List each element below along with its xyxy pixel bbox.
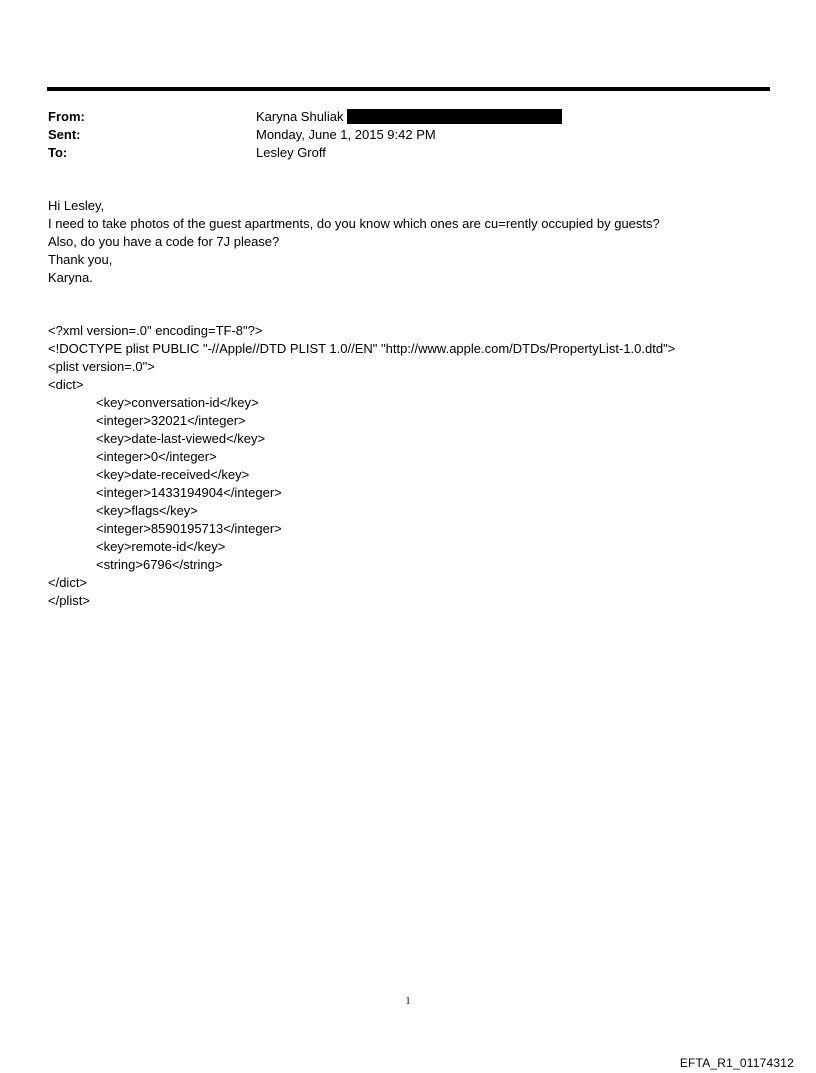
body-line: Thank you, [48, 252, 113, 267]
plist-entry: <integer>32021</integer> [96, 413, 246, 428]
to-row [48, 144, 768, 162]
plist-open-tag: <plist version=.0"> [48, 359, 155, 374]
header-rule [47, 87, 770, 91]
plist-block [48, 322, 768, 610]
from-row [48, 108, 768, 126]
body-line: I need to take photos of the guest apartments, do you know which ones are cu=rently occupied by guests? [48, 216, 660, 231]
page-number: 1 [405, 996, 411, 1007]
sender-name: Karyna Shuliak [256, 109, 344, 124]
body-line: Karyna. [48, 270, 93, 285]
plist-entry: <integer>0</integer> [96, 449, 217, 464]
plist-entry: <key>date-received</key> [96, 467, 250, 482]
dict-open-tag: <dict> [48, 377, 84, 392]
doctype-line: <!DOCTYPE plist PUBLIC "-//Apple//DTD PLIST 1.0//EN" "http://www.apple.com/DTDs/PropertyList-1.0.dtd"> [48, 341, 676, 356]
body-line: Hi Lesley, [48, 198, 105, 213]
plist-close-tag: </plist> [48, 593, 90, 608]
plist-entry: <key>conversation-id</key> [96, 395, 259, 410]
body-line: Also, do you have a code for 7J please? [48, 234, 280, 249]
document-id: EFTA_R1_01174312 [679, 1056, 794, 1070]
to-label: To: [48, 145, 68, 160]
to-value: Lesley Groff [256, 145, 326, 160]
plist-entry: <key>flags</key> [96, 503, 198, 518]
redaction-block [347, 109, 562, 124]
plist-entry: <key>remote-id</key> [96, 539, 226, 554]
sent-label: Sent: [48, 127, 81, 142]
email-header [48, 108, 768, 162]
sent-value: Monday, June 1, 2015 9:42 PM [256, 127, 436, 142]
plist-entry: <string>6796</string> [96, 557, 223, 572]
dict-close-tag: </dict> [48, 575, 88, 590]
plist-entry: <integer>1433194904</integer> [96, 485, 282, 500]
plist-entry: <key>date-last-viewed</key> [96, 431, 266, 446]
from-label: From: [48, 109, 85, 124]
plist-entry: <integer>8590195713</integer> [96, 521, 282, 536]
email-body [48, 197, 768, 287]
from-value [256, 108, 562, 126]
sent-row [48, 126, 768, 144]
xml-declaration: <?xml version=.0" encoding=TF-8"?> [48, 323, 263, 338]
